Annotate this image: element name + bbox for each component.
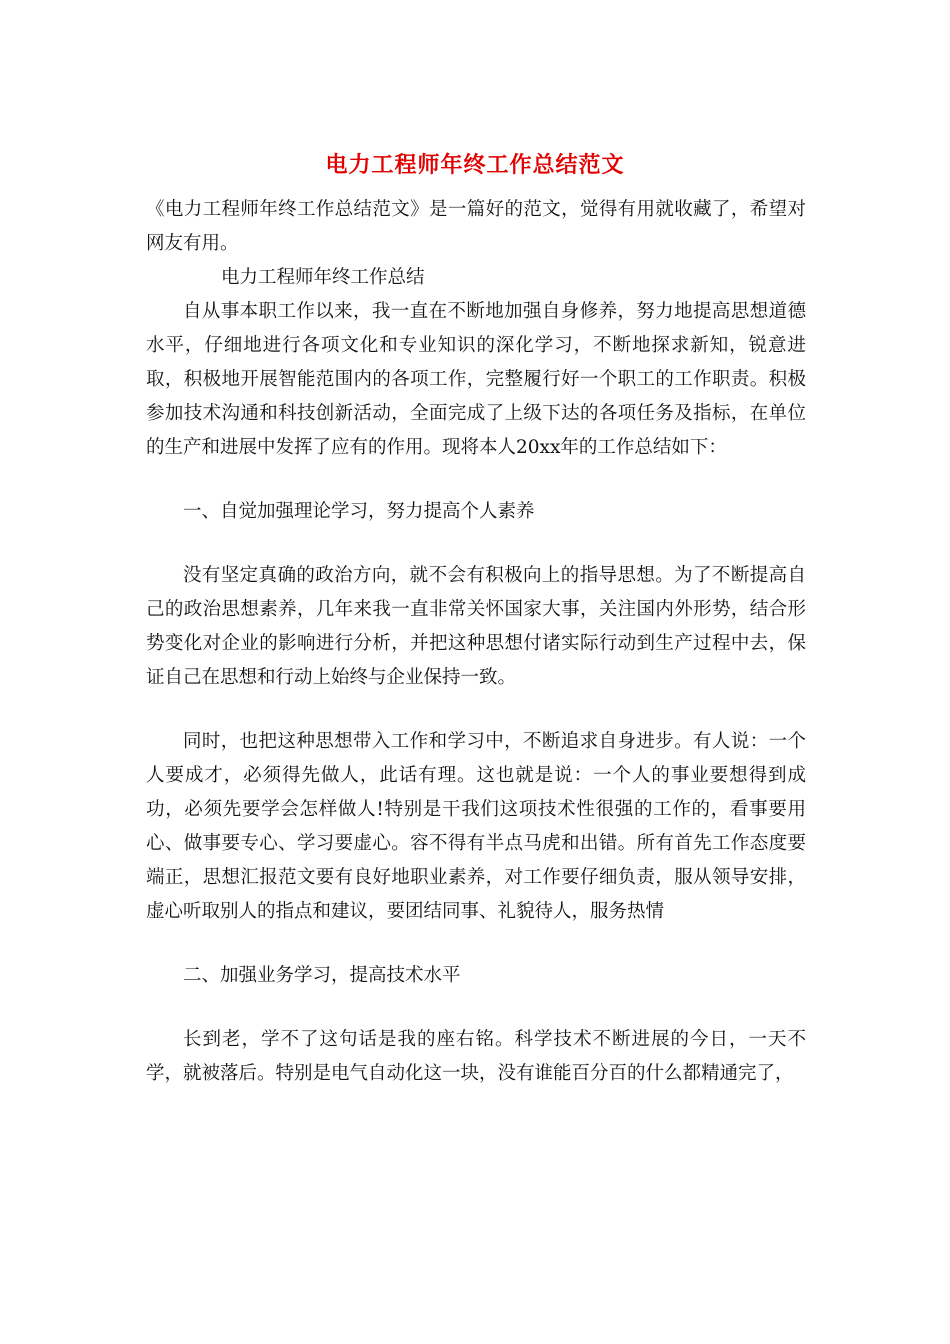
paragraph-spacer <box>146 929 806 959</box>
paragraph-spacer <box>146 529 806 559</box>
paragraph-spacer <box>146 465 806 495</box>
body-paragraph-2: 没有坚定真确的政治方向，就不会有积极向上的指导思想。为了不断提高自己的政治思想素养，几年来我一直非常关怀国家大事，关注国内外形势，结合形势变化对企业的影响进行分析，并把这种思想付诸实际行动到生产过程中去，保证自己在思想和行动上始终与企业保持一致。 <box>146 565 806 688</box>
document-body <box>146 193 806 1091</box>
section-heading-2: 二、加强业务学习，提高技术水平 <box>183 965 461 986</box>
paragraph-spacer <box>146 695 806 725</box>
document-subtitle: 电力工程师年终工作总结 <box>221 267 425 288</box>
section-heading-1: 一、自觉加强理论学习，努力提高个人素养 <box>183 501 535 522</box>
body-paragraph-1: 自从事本职工作以来，我一直在不断地加强自身修养，努力地提高思想道德水平，仔细地进行各项文化和专业知识的深化学习，不断地探求新知，锐意进取，积极地开展智能范围内的各项工作，完整履行好一个职工的工作职责。积极参加技术沟通和科技创新活动，全面完成了上级下达的各项任务及指标，在单位的生产和进展中发挥了应有的作用。现将本人20xx年的工作总结如下： <box>146 301 806 458</box>
document-title: 电力工程师年终工作总结范文 <box>325 152 625 178</box>
paragraph-spacer <box>146 993 806 1023</box>
intro-paragraph: 《电力工程师年终工作总结范文》是一篇好的范文，觉得有用就收藏了，希望对网友有用。 <box>146 199 806 254</box>
body-paragraph-4: 长到老，学不了这句话是我的座右铭。科学技术不断进展的今日，一天不学，就被落后。特别是电气自动化这一块，没有谁能百分百的什么都精通完了， <box>146 1029 806 1084</box>
body-paragraph-3: 同时，也把这种思想带入工作和学习中，不断追求自身进步。有人说：一个人要成才，必须得先做人，此话有理。这也就是说：一个人的事业要想得到成功，必须先要学会怎样做人!特别是干我们这项技术性很强的工作的，看事要用心、做事要专心、学习要虚心。容不得有半点马虎和出错。所有首先工作态度要端正，思想汇报范文要有良好地职业素养，对工作要仔细负责，服从领导安排，虚心听取别人的指点和建议，要团结同事、礼貌待人，服务热情 <box>146 731 806 922</box>
